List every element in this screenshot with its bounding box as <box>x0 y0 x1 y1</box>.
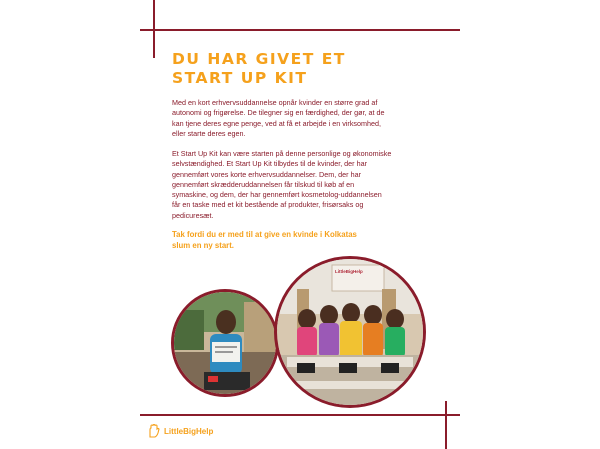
photo-woman-illustration <box>174 292 276 394</box>
paragraph-line: Et Start Up Kit kan være starten på denne personlige og økonomiske <box>172 149 392 158</box>
group-photo-sign: LittleBigHelp <box>335 269 363 274</box>
paragraph-line: eller starte deres egen. <box>172 128 246 138</box>
paragraph-line: pedicuresæt. <box>172 210 214 220</box>
frame-line-top-horizontal <box>140 29 460 31</box>
logo-text: LittleBigHelp <box>164 426 214 436</box>
kit-paragraph <box>172 149 428 221</box>
thank-you-highlight <box>172 229 428 251</box>
intro-paragraph <box>172 98 428 139</box>
page-title <box>172 50 346 88</box>
photo-group-illustration <box>277 259 423 405</box>
title-line-2: START UP KIT <box>172 69 308 87</box>
littlebighelp-logo <box>148 424 213 438</box>
title-line-1: DU HAR GIVET ET <box>172 50 346 68</box>
frame-line-bottom-vertical <box>445 401 447 449</box>
paragraph-line: får en taske med et kit bestående af produkter, frisørsaks og <box>172 200 364 210</box>
paragraph-line: gennemført skrædderuddannelsen får tilskud til køb af en <box>172 179 355 189</box>
paragraph-line: symaskine, og dem, der har gennemført kosmetolog-uddannelsen <box>172 190 382 200</box>
photo-group-of-women <box>274 256 426 408</box>
highlight-line-2: slum en ny start. <box>172 241 234 250</box>
photo-woman-with-certificate <box>171 289 279 397</box>
frame-line-bottom-horizontal <box>140 414 460 416</box>
highlight-line-1: Tak fordi du er med til at give en kvinde i Kolkatas <box>172 230 357 239</box>
paragraph-line: autonomi og frigørelse. De tilegner sig en færdighed, der gør, at de <box>172 108 385 118</box>
paragraph-line: Med en kort erhvervsuddannelse opnår kvinder en større grad af <box>172 98 378 107</box>
paragraph-line: gennemført vores korte erhvervsuddannelser. Dem, der har <box>172 169 361 179</box>
paragraph-line: selvstændighed. Et Start Up Kit tilbydes til de kvinder, der har <box>172 159 367 169</box>
hand-icon <box>148 424 160 438</box>
paragraph-line: kan tjene deres egne penge, ved at få et arbejde i en virksomhed, <box>172 118 381 128</box>
